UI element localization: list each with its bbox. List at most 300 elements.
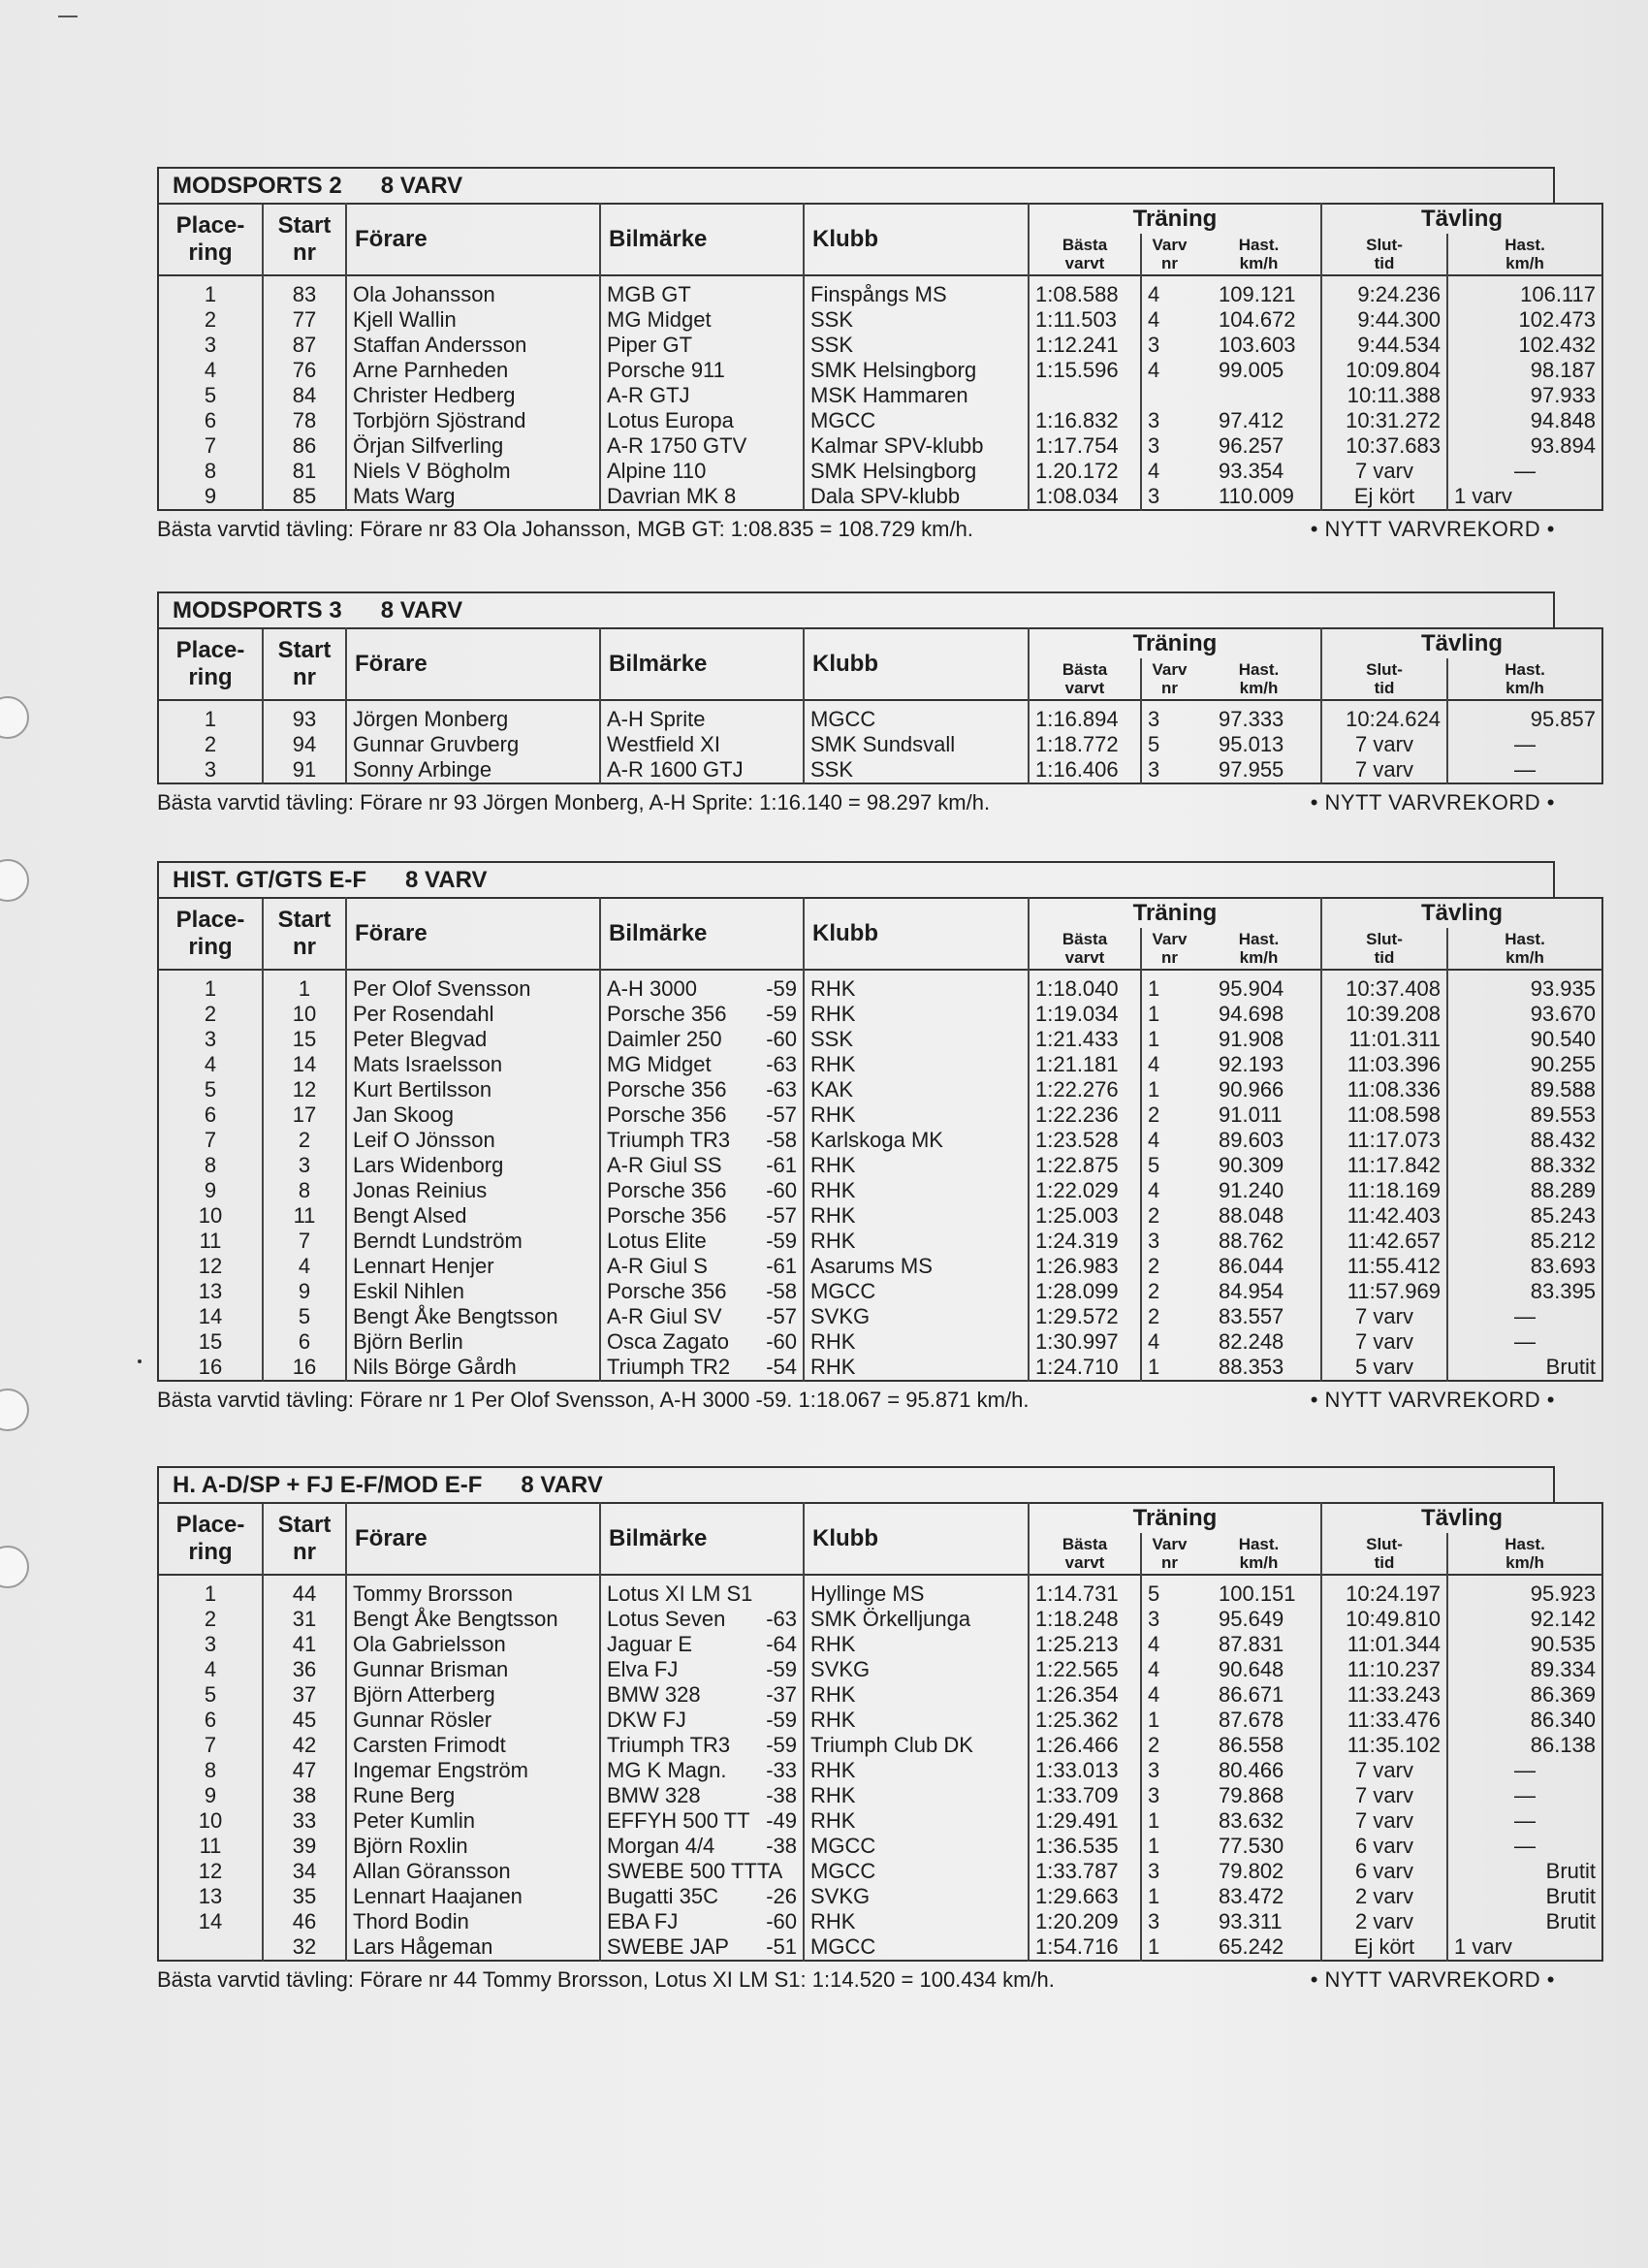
finish-time-cell: 10:31.272 [1321,408,1447,433]
car-wrap [607,1229,797,1254]
car-wrap [607,1027,797,1052]
placing-cell: 2 [204,1607,217,1631]
training-speed-cell: 77.530 [1219,1834,1284,1858]
results-table [157,203,1603,511]
header-slut-tid: Slut- tid [1321,1533,1447,1575]
race-speed-cell: 106.117 [1447,282,1602,307]
best-lap-cell: 1:26.466 [1029,1733,1141,1758]
class-title: H. A-D/SP + FJ E-F/MOD E-F [173,1471,483,1498]
driver-cell: Mats Warg [346,484,600,510]
best-lap-cell: 1:22.236 [1029,1102,1141,1128]
race-speed-cell: — [1447,1304,1602,1329]
best-lap-cell: 1:29.491 [1029,1808,1141,1834]
driver-cell: Torbjörn Sjöstrand [346,408,600,433]
car-wrap [607,1581,797,1607]
header-hast-kmh: Hast. km/h [1238,236,1280,272]
car-model: Lotus Seven [607,1607,726,1631]
car-wrap [607,1859,797,1884]
training-speed-cell: 90.648 [1219,1657,1284,1681]
start-number-cell: 5 [263,1304,346,1329]
table-row [158,732,1602,757]
finish-time-cell: 9:44.300 [1321,307,1447,333]
car-cell [600,433,804,459]
table-row [158,383,1602,408]
race-speed-cell: 93.670 [1447,1002,1602,1027]
race-speed-cell: — [1447,1758,1602,1783]
car-cell [600,707,804,732]
driver-cell: Berndt Lundström [346,1229,600,1254]
car-cell [600,1229,804,1254]
car-year: -57 [766,1102,797,1127]
start-number-cell: 8 [263,1178,346,1203]
table-row [158,1102,1602,1128]
car-year: -59 [766,1708,797,1732]
placing-cell: 6 [204,1708,217,1732]
club-cell: RHK [804,1909,1029,1934]
driver-cell: Jörgen Monberg [346,707,600,732]
car-model: Porsche 356 [607,1077,727,1102]
start-number-cell: 41 [263,1632,346,1657]
car-wrap [607,1783,797,1808]
driver-cell: Niels V Bögholm [346,459,600,484]
car-wrap [607,1128,797,1153]
best-lap-cell: 1:16.406 [1029,757,1141,783]
header-slut-tid: Slut- tid [1321,928,1447,970]
car-model: A-R 1600 GTJ [607,757,744,782]
car-model: Piper GT [607,333,693,357]
best-lap-cell: 1:25.213 [1029,1632,1141,1657]
table-row [158,707,1602,732]
car-model: A-R Giul S [607,1254,708,1278]
car-wrap [607,1758,797,1783]
table-row [158,1783,1602,1808]
driver-cell: Thord Bodin [346,1909,600,1934]
car-model: A-R Giul SV [607,1304,722,1328]
results-table [157,627,1603,784]
driver-cell: Arne Parnheden [346,358,600,383]
lap-number-cell: 4 [1141,282,1197,307]
race-speed-cell: 90.540 [1447,1027,1602,1052]
race-speed-cell: — [1447,732,1602,757]
lap-number-cell: 5 [1141,1153,1197,1178]
results-section [157,167,1597,542]
header-hast-kmh: Hast. km/h [1447,1533,1602,1575]
driver-cell: Allan Göransson [346,1859,600,1884]
best-lap-cell: 1:33.709 [1029,1783,1141,1808]
lap-number-cell: 4 [1141,358,1197,383]
car-model: Westfield XI [607,732,720,756]
club-cell: MGCC [804,1859,1029,1884]
training-speed-cell: 95.904 [1219,976,1284,1001]
car-year: -57 [766,1203,797,1228]
car-wrap [607,433,797,459]
placing-cell: 7 [204,433,217,458]
start-number-cell: 1 [263,976,346,1002]
finish-time-cell: 11:55.412 [1321,1254,1447,1279]
placing-cell: 10 [198,1808,223,1833]
table-row [158,1153,1602,1178]
training-speed-cell: 83.472 [1219,1884,1284,1908]
car-wrap [607,1052,797,1077]
best-lap-text: Bästa varvtid tävling: Förare nr 44 Tommy Brorsson, Lotus XI LM S1: 1:14.520 = 100.434 km/h. [157,1967,1055,1992]
car-cell [600,1102,804,1128]
race-speed-cell: 86.138 [1447,1733,1602,1758]
car-wrap [607,707,797,732]
car-year: -61 [766,1254,797,1278]
training-speed-cell: 103.603 [1219,333,1296,357]
header-bilmarke: Bilmärke [600,204,804,275]
table-row [158,1178,1602,1203]
race-speed-cell: — [1447,459,1602,484]
car-year: -37 [766,1682,797,1707]
best-lap-cell: 1:21.181 [1029,1052,1141,1077]
club-cell: Hyllinge MS [804,1581,1029,1607]
class-title: MODSPORTS 2 [173,172,342,199]
car-wrap [607,1607,797,1632]
laps-count: 8 VARV [521,1471,603,1498]
lap-number-cell: 2 [1141,1102,1197,1128]
placing-cell: 4 [204,1052,217,1076]
car-model: Osca Zagato [607,1329,729,1354]
car-model: Lotus Elite [607,1229,707,1253]
finish-time-cell: 11:10.237 [1321,1657,1447,1682]
finish-time-cell: 7 varv [1321,1329,1447,1355]
race-speed-cell: 86.340 [1447,1708,1602,1733]
race-speed-cell: — [1447,1329,1602,1355]
club-cell: MGCC [804,408,1029,433]
lap-number-cell: 1 [1141,976,1197,1002]
car-model: EBA FJ [607,1909,679,1933]
header-placering: Place- ring [158,898,263,970]
lap-number-cell: 5 [1141,1581,1197,1607]
club-cell: MGCC [804,1279,1029,1304]
best-lap-cell: 1:25.362 [1029,1708,1141,1733]
placing-cell: 15 [198,1329,223,1354]
finish-time-cell: 10:37.408 [1321,976,1447,1002]
table-row [158,1657,1602,1682]
car-model: BMW 328 [607,1682,701,1707]
training-speed-cell: 91.908 [1219,1027,1284,1051]
race-speed-cell: 88.432 [1447,1128,1602,1153]
start-number-cell: 34 [263,1859,346,1884]
finish-time-cell: Ej kört [1321,484,1447,510]
start-number-cell: 91 [263,757,346,783]
lap-number-cell: 1 [1141,1027,1197,1052]
car-model: Lotus XI LM S1 [607,1581,753,1606]
placing-cell: 8 [204,1153,217,1177]
start-number-cell: 78 [263,408,346,433]
club-cell: SMK Örkelljunga [804,1607,1029,1632]
best-lap-cell: 1:08.588 [1029,282,1141,307]
finish-time-cell: 11:33.243 [1321,1682,1447,1708]
car-model: Porsche 356 [607,1203,727,1228]
car-year: -38 [766,1783,797,1807]
best-lap-cell: 1:29.663 [1029,1884,1141,1909]
car-wrap [607,484,797,509]
car-cell [600,1909,804,1934]
car-model: Bugatti 35C [607,1884,718,1908]
car-year: -54 [766,1355,797,1379]
driver-cell: Mats Israelsson [346,1052,600,1077]
finish-time-cell: Ej kört [1321,1934,1447,1961]
start-number-cell: 39 [263,1834,346,1859]
lap-number-cell: 1 [1141,1884,1197,1909]
car-year: -59 [766,1229,797,1253]
car-model: MG Midget [607,1052,712,1076]
finish-time-cell: 11:17.073 [1321,1128,1447,1153]
car-wrap [607,1682,797,1708]
club-cell: MSK Hammaren [804,383,1029,408]
car-wrap [607,976,797,1002]
car-wrap [607,282,797,307]
race-speed-cell: 95.923 [1447,1581,1602,1607]
race-speed-cell: 90.535 [1447,1632,1602,1657]
placing-cell: 11 [199,1229,222,1253]
header-tavling: Tävling [1321,628,1602,658]
best-lap-cell: 1:22.565 [1029,1657,1141,1682]
driver-cell: Carsten Frimodt [346,1733,600,1758]
table-row [158,1859,1602,1884]
class-title: MODSPORTS 3 [173,596,342,623]
best-lap-footer [157,517,1555,542]
start-number-cell: 2 [263,1128,346,1153]
results-section [157,591,1597,815]
car-model: MG Midget [607,307,712,332]
table-row [158,1027,1602,1052]
start-number-cell: 32 [263,1934,346,1961]
finish-time-cell: 11:33.476 [1321,1708,1447,1733]
best-lap-cell: 1:19.034 [1029,1002,1141,1027]
table-row [158,1607,1602,1632]
car-year: -59 [766,1733,797,1757]
car-wrap [607,1884,797,1909]
driver-cell: Lars Hågeman [346,1934,600,1961]
car-year: -57 [766,1304,797,1328]
best-lap-cell: 1:08.034 [1029,484,1141,510]
finish-time-cell: 11:01.311 [1321,1027,1447,1052]
driver-cell: Christer Hedberg [346,383,600,408]
header-bilmarke: Bilmärke [600,628,804,700]
table-row [158,484,1602,510]
club-cell: Dala SPV-klubb [804,484,1029,510]
table-row [158,1052,1602,1077]
placing-cell: 2 [204,732,217,756]
finish-time-cell: 11:08.336 [1321,1077,1447,1102]
race-speed-cell: 88.289 [1447,1178,1602,1203]
club-cell: RHK [804,1808,1029,1834]
best-lap-cell: 1:18.772 [1029,732,1141,757]
section-header [157,1466,1555,1502]
placing-cell: 6 [204,408,217,432]
placing-cell [158,1934,263,1961]
results-section [157,861,1597,1413]
race-speed-cell: 102.432 [1447,333,1602,358]
car-year: -63 [766,1607,797,1631]
car-year: -59 [766,1002,797,1026]
club-cell: SSK [804,307,1029,333]
best-lap-cell: 1:12.241 [1029,333,1141,358]
start-number-cell: 93 [263,707,346,732]
best-lap-cell: 1:20.209 [1029,1909,1141,1934]
club-cell: SSK [804,757,1029,783]
car-wrap [607,1632,797,1657]
driver-cell: Rune Berg [346,1783,600,1808]
table-row [158,1884,1602,1909]
finish-time-cell: 11:35.102 [1321,1733,1447,1758]
start-number-cell: 77 [263,307,346,333]
lap-number-cell: 3 [1141,433,1197,459]
race-speed-cell: Brutit [1447,1884,1602,1909]
race-speed-cell: — [1447,1834,1602,1859]
club-cell: Kalmar SPV-klubb [804,433,1029,459]
car-model: DKW FJ [607,1708,686,1732]
car-wrap [607,1934,797,1960]
car-wrap [607,757,797,783]
table-row [158,1077,1602,1102]
lap-number-cell: 3 [1141,1909,1197,1934]
driver-cell: Bengt Alsed [346,1203,600,1229]
driver-cell: Björn Roxlin [346,1834,600,1859]
driver-cell: Kjell Wallin [346,307,600,333]
header-forare: Förare [346,898,600,970]
race-speed-cell: Brutit [1447,1859,1602,1884]
placing-cell: 4 [204,358,217,382]
table-row [158,1682,1602,1708]
driver-cell: Per Rosendahl [346,1002,600,1027]
car-wrap [607,1102,797,1128]
car-cell [600,383,804,408]
car-cell [600,408,804,433]
driver-cell: Gunnar Gruvberg [346,732,600,757]
best-lap-cell: 1:33.787 [1029,1859,1141,1884]
results-section [157,1466,1597,1993]
driver-cell: Per Olof Svensson [346,976,600,1002]
placing-cell: 3 [204,1027,217,1051]
driver-cell: Sonny Arbinge [346,757,600,783]
car-year: -60 [766,1178,797,1202]
start-number-cell: 14 [263,1052,346,1077]
car-cell [600,484,804,510]
car-cell [600,1607,804,1632]
car-model: Porsche 356 [607,1102,727,1127]
car-wrap [607,1329,797,1355]
club-cell: Triumph Club DK [804,1733,1029,1758]
car-year: -26 [766,1884,797,1908]
record-label: • NYTT VARVREKORD • [1310,1388,1555,1412]
club-cell: RHK [804,1758,1029,1783]
placing-cell: 5 [204,1077,217,1102]
driver-cell: Örjan Silfverling [346,433,600,459]
driver-cell: Tommy Brorsson [346,1581,600,1607]
car-model: Porsche 356 [607,1002,727,1026]
training-speed-cell: 88.353 [1219,1355,1284,1379]
lap-number-cell: 4 [1141,1052,1197,1077]
club-cell: SVKG [804,1657,1029,1682]
lap-number-cell: 5 [1141,732,1197,757]
driver-cell: Ola Johansson [346,282,600,307]
laps-count: 8 VARV [380,596,463,623]
car-cell [600,1632,804,1657]
car-wrap [607,732,797,757]
start-number-cell: 15 [263,1027,346,1052]
table-row [158,1758,1602,1783]
driver-cell: Bengt Åke Bengtsson [346,1304,600,1329]
training-speed-cell: 83.632 [1219,1808,1284,1833]
lap-number-cell: 3 [1141,757,1197,783]
placing-cell: 14 [198,1304,223,1328]
finish-time-cell: 7 varv [1321,757,1447,783]
car-model: Triumph TR3 [607,1128,731,1152]
training-speed-cell: 97.412 [1219,408,1284,432]
car-model: Porsche 911 [607,358,725,382]
club-cell: RHK [804,976,1029,1002]
section-header [157,167,1555,203]
best-lap-cell: 1:15.596 [1029,358,1141,383]
table-row [158,976,1602,1002]
lap-number-cell: 1 [1141,1834,1197,1859]
lap-number-cell: 4 [1141,1178,1197,1203]
finish-time-cell: 2 varv [1321,1909,1447,1934]
best-lap-cell: 1:26.983 [1029,1254,1141,1279]
record-label: • NYTT VARVREKORD • [1310,1967,1555,1992]
table-row [158,1708,1602,1733]
placing-cell: 8 [204,1758,217,1782]
best-lap-footer [157,790,1555,815]
club-cell: RHK [804,1708,1029,1733]
training-speed-cell: 89.603 [1219,1128,1284,1152]
finish-time-cell: 11:57.969 [1321,1279,1447,1304]
car-cell [600,1708,804,1733]
best-lap-cell: 1:23.528 [1029,1128,1141,1153]
driver-cell: Ingemar Engström [346,1758,600,1783]
best-lap-text: Bästa varvtid tävling: Förare nr 93 Jörgen Monberg, A-H Sprite: 1:16.140 = 98.297 km/h. [157,790,991,815]
start-number-cell: 84 [263,383,346,408]
placing-cell: 3 [204,1632,217,1656]
best-lap-cell: 1:36.535 [1029,1834,1141,1859]
race-speed-cell: 97.933 [1447,383,1602,408]
car-year: -60 [766,1027,797,1051]
lap-number-cell: 4 [1141,1329,1197,1355]
training-speed-cell: 110.009 [1219,484,1294,508]
header-varv-nr: Varv nr [1141,928,1197,970]
car-cell [600,358,804,383]
header-basta-varvt: Bästa varvt [1029,928,1141,970]
car-cell [600,976,804,1002]
driver-cell: Kurt Bertilsson [346,1077,600,1102]
best-lap-cell: 1:11.503 [1029,307,1141,333]
header-forare: Förare [346,628,600,700]
lap-number-cell: 1 [1141,1808,1197,1834]
club-cell: SMK Helsingborg [804,459,1029,484]
header-bilmarke: Bilmärke [600,1503,804,1575]
finish-time-cell: 9:44.534 [1321,333,1447,358]
training-speed-cell: 95.013 [1219,732,1284,756]
driver-cell: Bengt Åke Bengtsson [346,1607,600,1632]
start-number-cell: 35 [263,1884,346,1909]
car-wrap [607,1002,797,1027]
car-model: BMW 328 [607,1783,701,1807]
start-number-cell: 6 [263,1329,346,1355]
lap-number-cell: 1 [1141,1077,1197,1102]
header-klubb: Klubb [804,1503,1029,1575]
race-speed-cell: 95.857 [1447,707,1602,732]
driver-cell: Lennart Haajanen [346,1884,600,1909]
race-speed-cell: 89.588 [1447,1077,1602,1102]
best-lap-cell: 1:21.433 [1029,1027,1141,1052]
finish-time-cell: 10:49.810 [1321,1607,1447,1632]
start-number-cell: 33 [263,1808,346,1834]
placing-cell: 14 [198,1909,223,1933]
